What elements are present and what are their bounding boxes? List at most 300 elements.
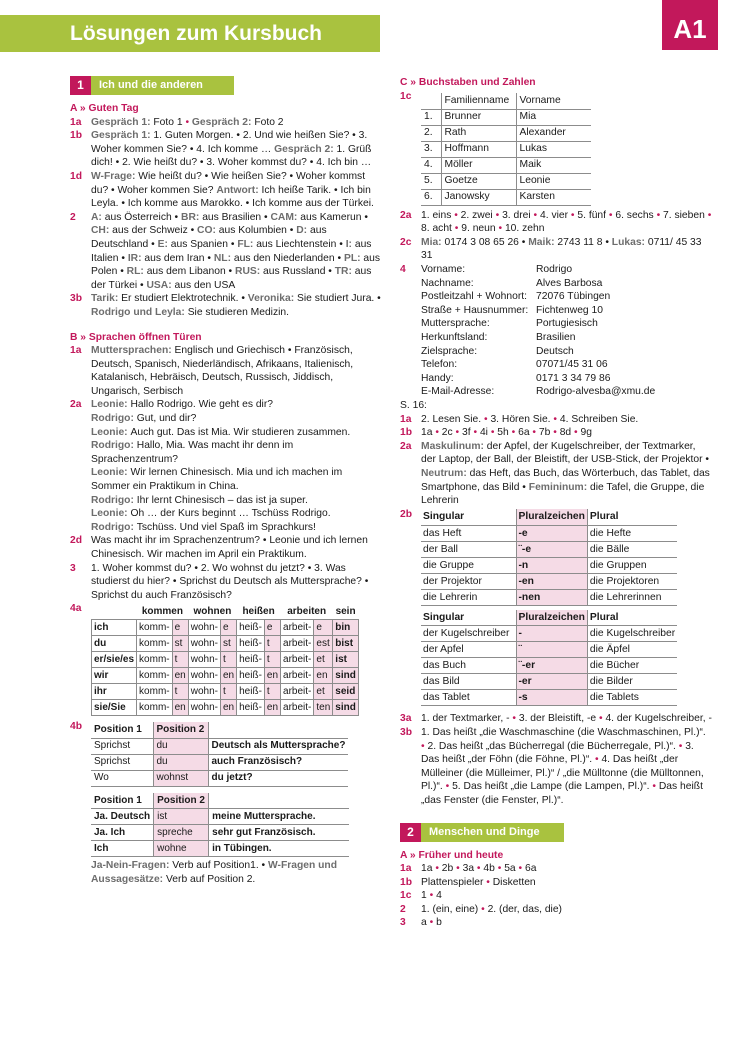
- form-value: 72076 Tübingen: [536, 291, 611, 303]
- answer: Sie studieren Medizin.: [187, 306, 289, 318]
- section-number: 1: [70, 76, 91, 95]
- answer: der Apfel, der Kugelschreiber, der Textmarker, der Laptop, der Ball, der Bleistift, der USB-Stick, der Projektor •: [421, 440, 710, 466]
- cell: sehr gut Französisch.: [209, 825, 349, 841]
- table-row: [91, 738, 348, 754]
- answer: aus Kolumbien •: [218, 225, 297, 237]
- label: CH:: [91, 225, 113, 237]
- cell: 2.: [421, 125, 441, 141]
- cell: Position 2: [154, 793, 209, 809]
- utterance: Oh … der Kurs beginnt … Tschüss Rodrigo.: [130, 508, 331, 520]
- stem: arbeit-: [281, 684, 314, 700]
- cell: Ja. Ich: [91, 825, 154, 841]
- dialogue-line: [91, 494, 382, 508]
- answer: [421, 712, 712, 726]
- form: seid: [333, 684, 359, 700]
- speaker: Rodrigo:: [91, 440, 137, 452]
- dialogue-line: [91, 507, 382, 521]
- exercise-1a: [70, 344, 382, 398]
- exercise-number: 1b: [70, 130, 83, 142]
- answer: Er studiert Elektrotechnik. •: [121, 293, 248, 305]
- cell: Position 1: [91, 793, 154, 809]
- cell: das Heft: [421, 525, 516, 541]
- label: FL:: [237, 238, 257, 250]
- column-header: sein: [333, 604, 359, 620]
- label: Neutrum:: [421, 467, 470, 479]
- pronoun: sie/Sie: [92, 700, 137, 716]
- label: RUS:: [235, 266, 264, 278]
- label: Maik:: [528, 236, 558, 248]
- speaker: Leonie:: [91, 467, 131, 479]
- cell: 1.: [421, 109, 441, 125]
- names-table: [421, 93, 591, 206]
- table-row: [421, 626, 677, 642]
- ending: et: [314, 652, 333, 668]
- answer: aus den Niederlanden •: [233, 252, 344, 264]
- exercise-1a: [400, 862, 712, 876]
- label: Femininum:: [528, 481, 590, 493]
- stem: komm-: [137, 652, 173, 668]
- exercise-2: [70, 211, 382, 293]
- stem: heiß-: [237, 668, 265, 684]
- pronoun: ich: [92, 620, 137, 636]
- form-label: Straße + Hausnummer:: [421, 304, 529, 316]
- stem: arbeit-: [281, 652, 314, 668]
- cell: Hoffmann: [441, 141, 516, 157]
- answer: 2743 11 8 •: [557, 236, 612, 248]
- form-value: Portugiesisch: [536, 318, 598, 330]
- cell: Leonie: [516, 173, 591, 189]
- label: Gespräch 1:: [91, 116, 154, 128]
- table-row: [421, 125, 591, 141]
- label: Ja-Nein-Fragen:: [91, 860, 173, 872]
- dialogue-line: [91, 412, 382, 426]
- answer: die Tafel, die Gruppe, die Lehrerin: [421, 481, 705, 507]
- cell: -nen: [516, 589, 587, 605]
- subsection-a-title: A » Guten Tag: [70, 103, 139, 114]
- cell: in Tübingen.: [209, 841, 349, 857]
- cell: Pluralzeichen: [516, 509, 587, 525]
- answer: aus der Türkei •: [91, 266, 372, 291]
- label: Antwort:: [216, 184, 262, 196]
- answer: aus Spanien •: [170, 238, 238, 250]
- answer: a • b: [421, 917, 442, 929]
- exercise-1d: [70, 170, 382, 211]
- stem: heiß-: [237, 636, 265, 652]
- answer: 1a • 2c • 3f • 4i • 5h • 6a • 7b • 8d • 9g: [421, 427, 592, 439]
- exercise-number: 3b: [70, 293, 83, 305]
- form-label: Handy:: [421, 372, 454, 384]
- answer: aus den USA: [174, 279, 236, 291]
- label: Gespräch 2:: [274, 143, 337, 155]
- exercise-2a: [400, 209, 712, 236]
- answer: aus Italien •: [91, 238, 372, 264]
- answer: [421, 903, 712, 917]
- cell: ist: [154, 809, 209, 825]
- table-row: [421, 642, 677, 658]
- label: D:: [296, 225, 310, 237]
- form-value: Alves Barbosa: [536, 277, 603, 289]
- exercise-number: 2c: [400, 236, 412, 248]
- subsection-b-title: B » Sprachen öffnen Türen: [70, 331, 202, 343]
- cell: Singular: [421, 509, 516, 525]
- table-row: [91, 825, 349, 841]
- label: RL:: [126, 266, 147, 278]
- form-label: E-Mail-Adresse:: [421, 386, 495, 398]
- column-header: heißen: [237, 604, 281, 620]
- label: BR:: [181, 211, 203, 223]
- cell: -: [516, 626, 587, 642]
- cell: spreche: [154, 825, 209, 841]
- table-row: [421, 674, 677, 690]
- answer: [421, 413, 712, 427]
- page-header: [0, 15, 380, 52]
- form-value: Rodrigo: [536, 264, 573, 276]
- answer: aus der Schweiz •: [112, 225, 198, 237]
- form-value: 07071/45 31 06: [536, 359, 608, 371]
- label: Tarik:: [91, 293, 122, 305]
- answer: [421, 209, 712, 236]
- label: Maskulinum:: [421, 440, 487, 452]
- exercise-2: [400, 903, 712, 917]
- speaker: Rodrigo:: [91, 413, 137, 425]
- ending: e: [264, 620, 280, 636]
- stem: arbeit-: [281, 668, 314, 684]
- column-header: Familienname: [441, 93, 516, 109]
- utterance: Hallo, Mia. Was macht ihr denn im Sprachenzentrum?: [91, 440, 294, 465]
- exercise-number: 3: [400, 917, 406, 929]
- exercise-number: 1a: [400, 863, 412, 875]
- ending: en: [220, 668, 236, 684]
- exercise-number: 2a: [400, 440, 412, 452]
- exercise-2a-genus: [400, 440, 712, 508]
- cell: Sprichst: [91, 754, 153, 770]
- table-row: [421, 109, 591, 125]
- table-row: [421, 509, 677, 525]
- cell: [208, 722, 348, 738]
- exercise-number: 2b: [400, 508, 413, 520]
- pronoun: du: [92, 636, 137, 652]
- form-value: 0171 3 34 79 86: [536, 372, 611, 384]
- exercise-4: [400, 263, 712, 399]
- speaker: Leonie:: [91, 508, 131, 520]
- exercise-number: 3a: [400, 713, 412, 725]
- page-reference: S. 16:: [400, 400, 427, 411]
- ending: en: [314, 668, 333, 684]
- form: bin: [333, 620, 359, 636]
- cell: -er: [516, 674, 587, 690]
- form-row: [421, 304, 712, 318]
- utterance: Gut, und dir?: [136, 413, 197, 425]
- exercise-2a: [70, 398, 382, 534]
- exercise-1b: [400, 426, 712, 440]
- stem: komm-: [137, 700, 173, 716]
- cell: das Bild: [421, 674, 516, 690]
- cell: meine Muttersprache.: [209, 809, 349, 825]
- answer: Was macht ihr im Sprachenzentrum? • Leonie und ich lernen Chinesisch. Wir machen im April ein Praktikum.: [91, 535, 368, 560]
- page-title: Lösungen zum Kursbuch: [70, 22, 322, 45]
- cell: die Tablets: [587, 690, 677, 706]
- ending: en: [220, 700, 236, 716]
- answer: Ich heiße Tarik. • Ich bin Leyla. • Ich komme aus Marokko. • Ich komme aus der Türkei.: [91, 184, 374, 210]
- exercise-number: 2d: [70, 535, 83, 547]
- stem: arbeit-: [281, 620, 314, 636]
- ending: ten: [314, 700, 333, 716]
- utterance: Hallo Rodrigo. Wie geht es dir?: [130, 399, 273, 411]
- stem: wohn-: [188, 668, 220, 684]
- form-answers: [421, 263, 712, 399]
- form-row: [421, 331, 712, 345]
- stem: wohn-: [188, 700, 220, 716]
- stem: komm-: [137, 620, 173, 636]
- label: W-Frage:: [91, 170, 139, 182]
- form-label: Herkunftsland:: [421, 332, 488, 344]
- table-row: [91, 770, 348, 786]
- form: sind: [333, 700, 359, 716]
- exercise-2c: [400, 236, 712, 263]
- ending: t: [264, 636, 280, 652]
- table-row: [421, 189, 591, 205]
- cell: wohne: [154, 841, 209, 857]
- exercise-1a: [400, 413, 712, 427]
- ending: et: [314, 684, 333, 700]
- form-label: Postleitzahl + Wohnort:: [421, 291, 527, 303]
- exercise-2d: [70, 534, 382, 561]
- table-row: [421, 589, 677, 605]
- cell: Rath: [441, 125, 516, 141]
- answer: Sie studiert Jura. •: [297, 293, 381, 305]
- exercise-number: 1c: [400, 890, 412, 902]
- section-title: Menschen und Dinge: [421, 823, 564, 842]
- ending: t: [220, 684, 236, 700]
- form-row: [421, 290, 712, 304]
- exercise-number: 1b: [400, 876, 413, 888]
- exercise-number: 2: [70, 211, 76, 223]
- answer: Englisch und Griechisch • Französisch, Deutsch, Spanisch, Niederländisch, Afrikaans, Italienisch, Katalanisch, Hebräisch, Deutsch, Russisch, Jiddisch, Ungarisch, Serbisch: [91, 345, 354, 397]
- form: sind: [333, 668, 359, 684]
- dialogue-line: [91, 426, 382, 440]
- answer: 0174 3 08 65 26 •: [444, 236, 529, 248]
- cell: der Projektor: [421, 573, 516, 589]
- form-row: [421, 277, 712, 291]
- cell: die Äpfel: [587, 642, 677, 658]
- cell: [209, 793, 349, 809]
- answer: 1. (ein, eine) • 2. (der, das, die): [421, 903, 562, 915]
- form-row: [421, 345, 712, 359]
- answer: Foto 1: [153, 116, 183, 128]
- label: W-Fragen und Aussagesätze:: [91, 860, 338, 885]
- exercise-number: 3: [70, 562, 76, 574]
- cell: Position 1: [91, 722, 153, 738]
- stem: arbeit-: [281, 636, 314, 652]
- table-row: [92, 652, 359, 668]
- answer: 0711/ 45 33 31: [421, 236, 702, 262]
- dialogue: [91, 398, 382, 534]
- cell: Sprichst: [91, 738, 153, 754]
- answer: aus Brasilien •: [202, 211, 271, 223]
- exercise-3b: [70, 292, 382, 319]
- section-2-header: [400, 823, 564, 842]
- speaker: Rodrigo:: [91, 494, 137, 506]
- cell: Ich: [91, 841, 154, 857]
- cell: -s: [516, 690, 587, 706]
- speaker: Leonie:: [91, 426, 131, 438]
- table-row: [91, 722, 348, 738]
- form-value: Brasilien: [536, 332, 576, 344]
- table-row: [91, 754, 348, 770]
- cell: Pluralzeichen: [516, 610, 587, 626]
- exercise-number: 1a: [400, 413, 412, 425]
- cell: die Lehrerin: [421, 589, 516, 605]
- plural-table-2: [421, 610, 677, 707]
- exercise-3: [400, 916, 712, 930]
- cell: Möller: [441, 157, 516, 173]
- cell: der Apfel: [421, 642, 516, 658]
- answer: Plattenspieler • Disketten: [421, 876, 536, 888]
- answer: aus Kamerun •: [300, 211, 368, 223]
- cell: 5.: [421, 173, 441, 189]
- cell: die Kugelschreiber: [587, 626, 677, 642]
- answer: [421, 426, 712, 440]
- cell: der Kugelschreiber: [421, 626, 516, 642]
- cell: ¨-e: [516, 541, 587, 557]
- cell: die Bälle: [587, 541, 677, 557]
- right-column: [400, 76, 712, 930]
- pronoun: er/sie/es: [92, 652, 137, 668]
- cell: Janowsky: [441, 189, 516, 205]
- cell: 4.: [421, 157, 441, 173]
- exercise-number: 2a: [400, 209, 412, 221]
- exercise-number: 2: [400, 903, 406, 915]
- exercise-number: 4a: [70, 603, 82, 615]
- exercise-number: 3b: [400, 726, 413, 738]
- label: NL:: [213, 252, 234, 264]
- answer: aus dem Libanon •: [146, 266, 236, 278]
- exercise-number: 1b: [400, 427, 413, 439]
- table-row: [421, 525, 677, 541]
- dialogue-line: [91, 439, 382, 466]
- exercise-number: 1d: [70, 170, 83, 182]
- table-row: [91, 809, 349, 825]
- table-row: [421, 557, 677, 573]
- stem: heiß-: [237, 684, 265, 700]
- table-row: [421, 573, 677, 589]
- table-row: [421, 141, 591, 157]
- section-number: 2: [400, 823, 421, 842]
- stem: arbeit-: [281, 700, 314, 716]
- cell: Singular: [421, 610, 516, 626]
- ending: st: [220, 636, 236, 652]
- cell: der Ball: [421, 541, 516, 557]
- label: CAM:: [270, 211, 301, 223]
- section-title: Ich und die anderen: [91, 76, 234, 95]
- label: USA:: [146, 279, 175, 291]
- cell: das Buch: [421, 658, 516, 674]
- label: I:: [345, 238, 355, 250]
- table-row: [421, 690, 677, 706]
- label: A:: [91, 211, 105, 223]
- label: Lukas:: [611, 236, 648, 248]
- answer: [421, 876, 712, 890]
- cell: du jetzt?: [208, 770, 348, 786]
- stem: heiß-: [237, 620, 265, 636]
- exercise-1c: [400, 889, 712, 903]
- answer: aus Liechtenstein •: [256, 238, 346, 250]
- ending: e: [314, 620, 333, 636]
- table-row: [421, 658, 677, 674]
- form-row: [421, 263, 712, 277]
- stem: wohn-: [188, 684, 220, 700]
- answer-text: [91, 292, 382, 319]
- speaker: Leonie:: [91, 399, 131, 411]
- label: Gespräch 2:: [191, 116, 255, 128]
- table-row: [421, 610, 677, 626]
- answer: 1 • 4: [421, 890, 442, 902]
- table-row: [92, 620, 359, 636]
- table-row: [91, 841, 349, 857]
- exercise-3b: [400, 726, 712, 808]
- utterance: Wir lernen Chinesisch. Mia und ich machen im Sommer ein Praktikum in China.: [91, 467, 343, 493]
- form-row: [421, 385, 712, 399]
- stem: wohn-: [188, 652, 220, 668]
- cell: Karsten: [516, 189, 591, 205]
- ending: est: [314, 636, 333, 652]
- form-label: Nachname:: [421, 277, 474, 289]
- top-bar: [0, 0, 750, 15]
- cell: Plural: [587, 509, 677, 525]
- pronoun: wir: [92, 668, 137, 684]
- cell: die Gruppe: [421, 557, 516, 573]
- table-row: [92, 668, 359, 684]
- word-order-table-questions: [91, 722, 348, 787]
- stem: wohn-: [188, 636, 220, 652]
- answer: aus Polen •: [91, 252, 381, 278]
- table-row: [92, 636, 359, 652]
- answer: [421, 726, 712, 808]
- exercise-number: 1a: [70, 116, 82, 128]
- text: Verb auf Position 2.: [165, 873, 256, 885]
- answer: Wie heißt du? • Wie heißen Sie? • Woher kommst du? • Woher kommen Sie?: [91, 170, 366, 196]
- ending: e: [172, 620, 188, 636]
- answer: 1a • 2b • 3a • 4b • 5a • 6a: [421, 863, 537, 875]
- label: Gespräch 1:: [91, 130, 154, 142]
- table-row: [92, 700, 359, 716]
- form-label: Muttersprache:: [421, 318, 490, 330]
- cell: auch Französisch?: [208, 754, 348, 770]
- answer: 2. Lesen Sie. • 3. Hören Sie. • 4. Schreiben Sie.: [421, 413, 639, 425]
- cell: ¨: [516, 642, 587, 658]
- table-row: [92, 684, 359, 700]
- label: Veronika:: [247, 293, 298, 305]
- cell: 3.: [421, 141, 441, 157]
- form: bist: [333, 636, 359, 652]
- form-label: Zielsprache:: [421, 345, 478, 357]
- cell: Goetze: [441, 173, 516, 189]
- exercise-number: 1c: [400, 90, 412, 102]
- label: Mia:: [421, 236, 445, 248]
- stem: komm-: [137, 668, 173, 684]
- ending: t: [172, 652, 188, 668]
- answer-text: [91, 211, 382, 293]
- table-row: [421, 157, 591, 173]
- answer: 1. Woher kommst du? • 2. Wo wohnst du jetzt? • 3. Was studierst du hier? • Sprichst du Deutsch als Muttersprache? • Sprichst du auch Französisch?: [91, 562, 369, 601]
- stem: heiß-: [237, 652, 265, 668]
- column-header: wohnen: [188, 604, 236, 620]
- cell: du: [153, 754, 208, 770]
- cell: Position 2: [153, 722, 208, 738]
- stem: wohn-: [188, 620, 220, 636]
- table-row: [421, 173, 591, 189]
- ending: en: [264, 668, 280, 684]
